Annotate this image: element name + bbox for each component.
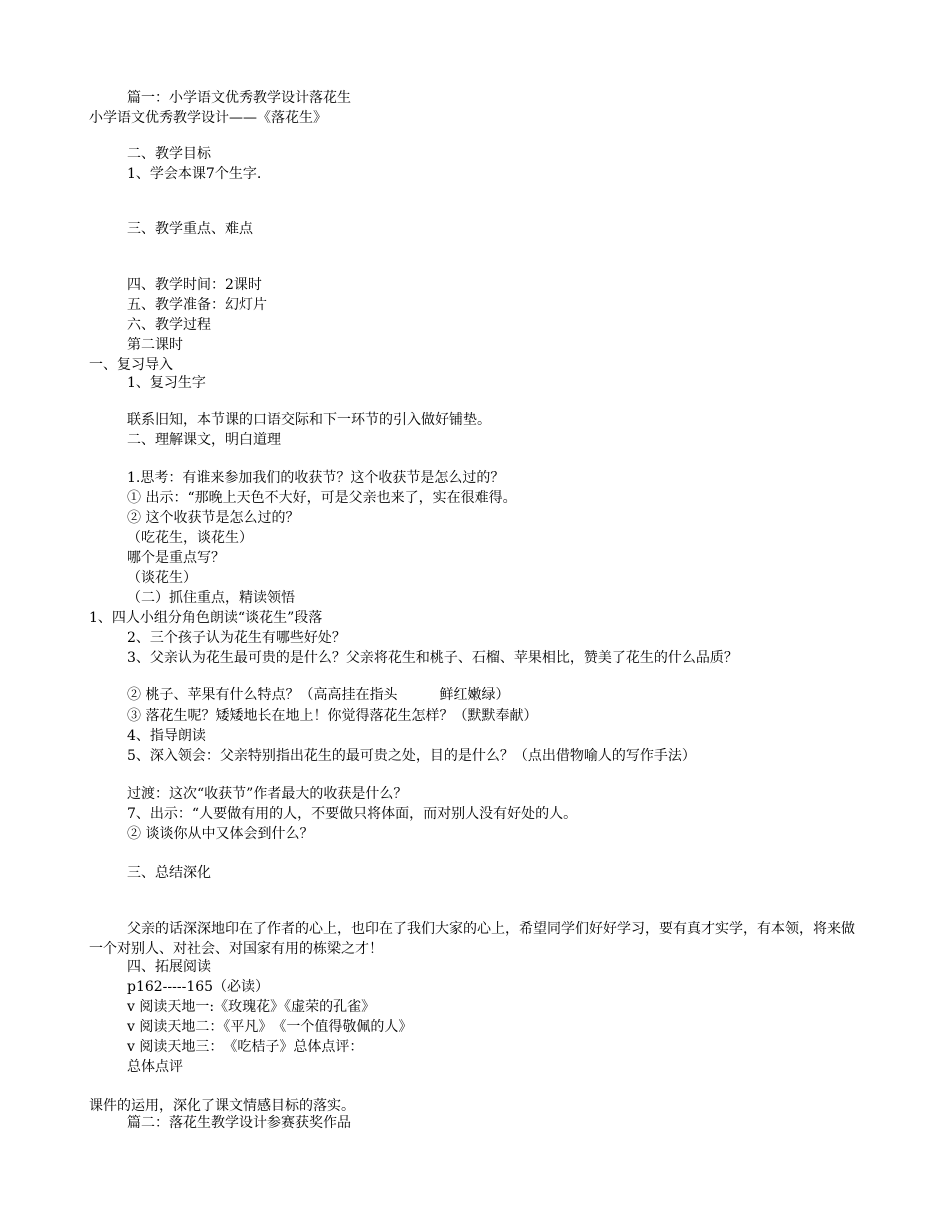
section-heading: 四、拓展阅读 xyxy=(127,959,211,975)
section-heading: 二、理解课文，明白道理 xyxy=(127,432,281,448)
document-title: 小学语文优秀教学设计——《落花生》 xyxy=(89,110,327,126)
section-heading: 五、教学准备：幻灯片 xyxy=(127,297,267,313)
text-line: 1、复习生字 xyxy=(127,375,206,391)
section-heading: 二、教学目标 xyxy=(127,146,211,162)
text-line: 1、四人小组分角色朗读“谈花生”段落 xyxy=(89,610,323,626)
text-line: 2、三个孩子认为花生有哪些好处？ xyxy=(127,630,346,646)
text-line: 联系旧知，本节课的口语交际和下一环节的引入做好铺垫。 xyxy=(127,412,491,428)
section-heading: 四、教学时间：2课时 xyxy=(127,277,262,293)
text-line: ① 出示：“那晚上天色不大好，可是父亲也来了，实在很难得。 xyxy=(127,490,517,506)
text-line: 课件的运用，深化了课文情感目标的落实。 xyxy=(89,1098,355,1114)
text-line: 3、父亲认为花生最可贵的是什么？父亲将花生和桃子、石榴、苹果相比，赞美了花生的什么品质？ xyxy=(127,650,738,666)
list-item: v 阅读天地二：《平凡》 《一个值得敬佩的人》 xyxy=(127,1019,413,1035)
text-line: 7、出示：“人要做有用的人，不要做只将体面，而对别人没有好处的人。 xyxy=(127,806,578,822)
text-line: 哪个是重点写？ xyxy=(127,550,225,566)
text-line: p162-----165（必读） xyxy=(127,979,270,995)
text-line: （谈花生） xyxy=(127,570,197,586)
text-line: 总体点评 xyxy=(127,1059,183,1075)
heading-part-two: 篇二：落花生教学设计参赛获奖作品 xyxy=(127,1115,351,1131)
list-item: v 阅读天地三： 《吃桔子》总体点评： xyxy=(127,1039,364,1055)
section-heading: 六、教学过程 xyxy=(127,317,211,333)
section-heading: 三、教学重点、难点 xyxy=(127,221,253,237)
list-item: v 阅读天地一:《玫瑰花》《虚荣的孔雀》 xyxy=(127,999,376,1015)
text-line: ③ 落花生呢？矮矮地长在地上！你觉得落花生怎样？（默默奉献） xyxy=(127,708,538,724)
text-line: 1.思考：有谁来参加我们的收获节？这个收获节是怎么过的？ xyxy=(127,470,505,486)
text-line: ② 这个收获节是怎么过的？ xyxy=(127,510,300,526)
text-line: ② 桃子、苹果有什么特点？（高高挂在指头 鲜红嫩绿） xyxy=(127,687,510,703)
summary-paragraph: 父亲的话深深地印在了作者的心上，也印在了我们大家的心上，希望同学们好好学习，要有真才实学，有本领，将来做一个对别人、对社会、对国家有用的栋梁之才！ xyxy=(89,921,855,957)
text-line: 1、学会本课7个生字. xyxy=(127,166,262,182)
text-line: 过渡：这次“收获节”作者最大的收获是什么？ xyxy=(127,786,408,802)
section-heading: 一、复习导入 xyxy=(89,357,173,373)
heading-part-one: 篇一：小学语文优秀教学设计落花生 xyxy=(127,90,351,106)
text-line: （二）抓住重点，精读领悟 xyxy=(127,590,295,606)
text-line: ② 谈谈你从中又体会到什么？ xyxy=(127,826,314,842)
text-line: 4、指导朗读 xyxy=(127,728,206,744)
text-line: 第二课时 xyxy=(127,337,183,353)
section-heading: 三、总结深化 xyxy=(127,865,211,881)
text-line: （吃花生，谈花生） xyxy=(127,530,253,546)
text-line: 5、深入领会：父亲特别指出花生的最可贵之处，目的是什么？（点出借物喻人的写作手法） xyxy=(127,748,696,764)
